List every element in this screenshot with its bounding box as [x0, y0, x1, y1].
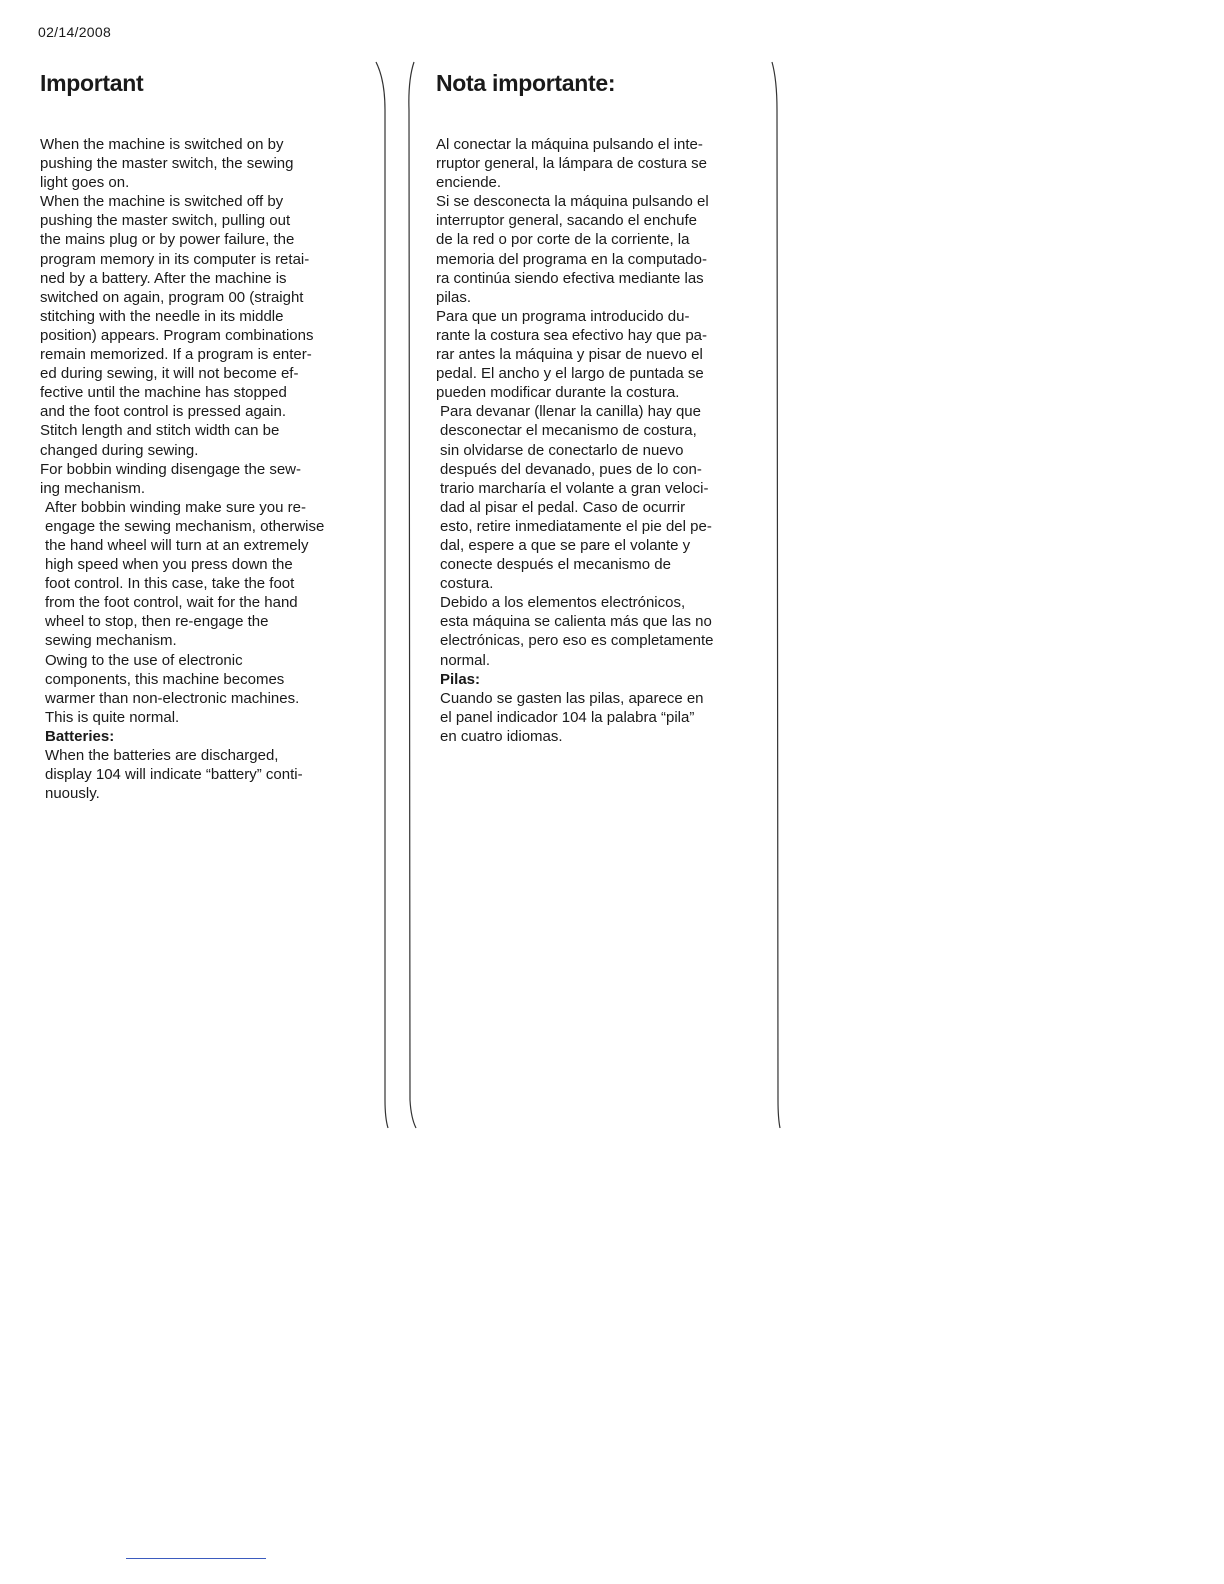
- text-line: program memory in its computer is retai-: [40, 250, 310, 268]
- spanish-section: [436, 70, 766, 746]
- text-line: pedal. El ancho y el largo de puntada se: [436, 365, 704, 383]
- text-line: sewing mechanism.: [45, 632, 177, 650]
- text-line: Owing to the use of electronic: [45, 651, 243, 669]
- text-line: en cuatro idiomas.: [440, 727, 563, 745]
- text-line: ing mechanism.: [40, 479, 146, 497]
- text-line: electrónicas, pero eso es completamente: [440, 632, 714, 650]
- text-line: switched on again, program 00 (straight: [40, 288, 304, 306]
- text-line: warmer than non-electronic machines.: [45, 689, 300, 707]
- text-line: When the machine is switched off by: [40, 193, 284, 211]
- text-line: Para devanar (llenar la canilla) hay que: [440, 403, 701, 421]
- text-line: For bobbin winding disengage the sew-: [40, 460, 301, 478]
- text-line: dad al pisar el pedal. Caso de ocurrir: [440, 498, 686, 516]
- document-date: 02/14/2008: [38, 24, 112, 40]
- text-line: ed during sewing, it will not become ef-: [40, 365, 299, 383]
- text-line: ned by a battery. After the machine is: [40, 269, 287, 287]
- spanish-body: [436, 135, 766, 746]
- text-line: position) appears. Program combinations: [40, 326, 314, 344]
- text-line: interruptor general, sacando el enchufe: [436, 212, 698, 230]
- english-section: [40, 70, 370, 803]
- text-line: costura.: [440, 575, 494, 593]
- text-line: pushing the master switch, pulling out: [40, 212, 291, 230]
- text-line: trario marcharía el volante a gran veloci-: [440, 479, 709, 497]
- text-line: rruptor general, la lámpara de costura se: [436, 155, 707, 173]
- text-line: and the foot control is pressed again.: [40, 403, 286, 421]
- text-line: engage the sewing mechanism, otherwise: [45, 517, 325, 535]
- spanish-indented-block: [436, 402, 766, 746]
- english-title: Important: [40, 70, 144, 96]
- text-line: high speed when you press down the: [45, 556, 293, 574]
- text-line: the hand wheel will turn at an extremely: [45, 536, 309, 554]
- text-line: fective until the machine has stopped: [40, 384, 287, 402]
- text-line: stitching with the needle in its middle: [40, 307, 284, 325]
- text-line: Cuando se gasten las pilas, aparece en: [440, 689, 704, 707]
- text-line: When the machine is switched on by: [40, 136, 284, 153]
- text-line: conecte después el mecanismo de: [440, 556, 671, 574]
- text-line: changed during sewing.: [40, 441, 199, 459]
- text-line: display 104 will indicate “battery” conti-: [45, 766, 303, 784]
- left-column-bracket: [372, 60, 396, 1132]
- text-line: Debido a los elementos electrónicos,: [440, 594, 686, 612]
- text-line: sin olvidarse de conectarlo de nuevo: [440, 441, 684, 459]
- text-line: desconectar el mecanismo de costura,: [440, 422, 697, 440]
- text-line: nuously.: [45, 785, 100, 803]
- text-line: esta máquina se calienta más que las no: [440, 613, 712, 631]
- text-line: esto, retire inmediatamente el pie del pe-: [440, 517, 712, 535]
- text-line: the mains plug or by power failure, the: [40, 231, 295, 249]
- text-line: foot control. In this case, take the foot: [45, 575, 295, 593]
- text-line: normal.: [440, 651, 491, 669]
- text-line: pueden modificar durante la costura.: [436, 384, 680, 402]
- pilas-heading: Pilas:: [440, 670, 481, 688]
- text-line: pushing the master switch, the sewing: [40, 155, 294, 173]
- spanish-column-left-bracket: [404, 60, 428, 1132]
- text-line: el panel indicador 104 la palabra “pila”: [440, 708, 695, 726]
- spanish-column-right-bracket: [764, 60, 788, 1132]
- text-line: Al conectar la máquina pulsando el inte-: [436, 136, 703, 153]
- text-line: wheel to stop, then re-engage the: [45, 613, 269, 631]
- text-line: When the batteries are discharged,: [45, 747, 279, 764]
- text-line: light goes on.: [40, 174, 130, 192]
- text-line: ra continúa siendo efectiva mediante las: [436, 269, 704, 287]
- text-line: después del devanado, pues de lo con-: [440, 460, 702, 478]
- text-line: enciende.: [436, 174, 502, 192]
- text-line: Stitch length and stitch width can be: [40, 422, 280, 440]
- batteries-heading: Batteries:: [45, 727, 115, 745]
- text-line: from the foot control, wait for the hand: [45, 594, 298, 612]
- text-line: components, this machine becomes: [45, 670, 285, 688]
- text-line: This is quite normal.: [45, 708, 180, 726]
- footer-rule: [126, 1558, 266, 1559]
- text-line: rante la costura sea efectivo hay que pa-: [436, 326, 707, 344]
- english-indented-block: [40, 498, 370, 804]
- spanish-title: Nota importante:: [436, 70, 616, 96]
- text-line: Si se desconecta la máquina pulsando el: [436, 193, 709, 211]
- text-line: remain memorized. If a program is enter-: [40, 346, 312, 364]
- text-line: After bobbin winding make sure you re-: [45, 498, 306, 516]
- text-line: de la red o por corte de la corriente, la: [436, 231, 690, 249]
- text-line: dal, espere a que se pare el volante y: [440, 536, 691, 554]
- text-line: rar antes la máquina y pisar de nuevo el: [436, 346, 703, 364]
- text-line: memoria del programa en la computado-: [436, 250, 707, 268]
- text-line: Para que un programa introducido du-: [436, 307, 690, 325]
- english-body: [40, 135, 370, 803]
- text-line: pilas.: [436, 288, 472, 306]
